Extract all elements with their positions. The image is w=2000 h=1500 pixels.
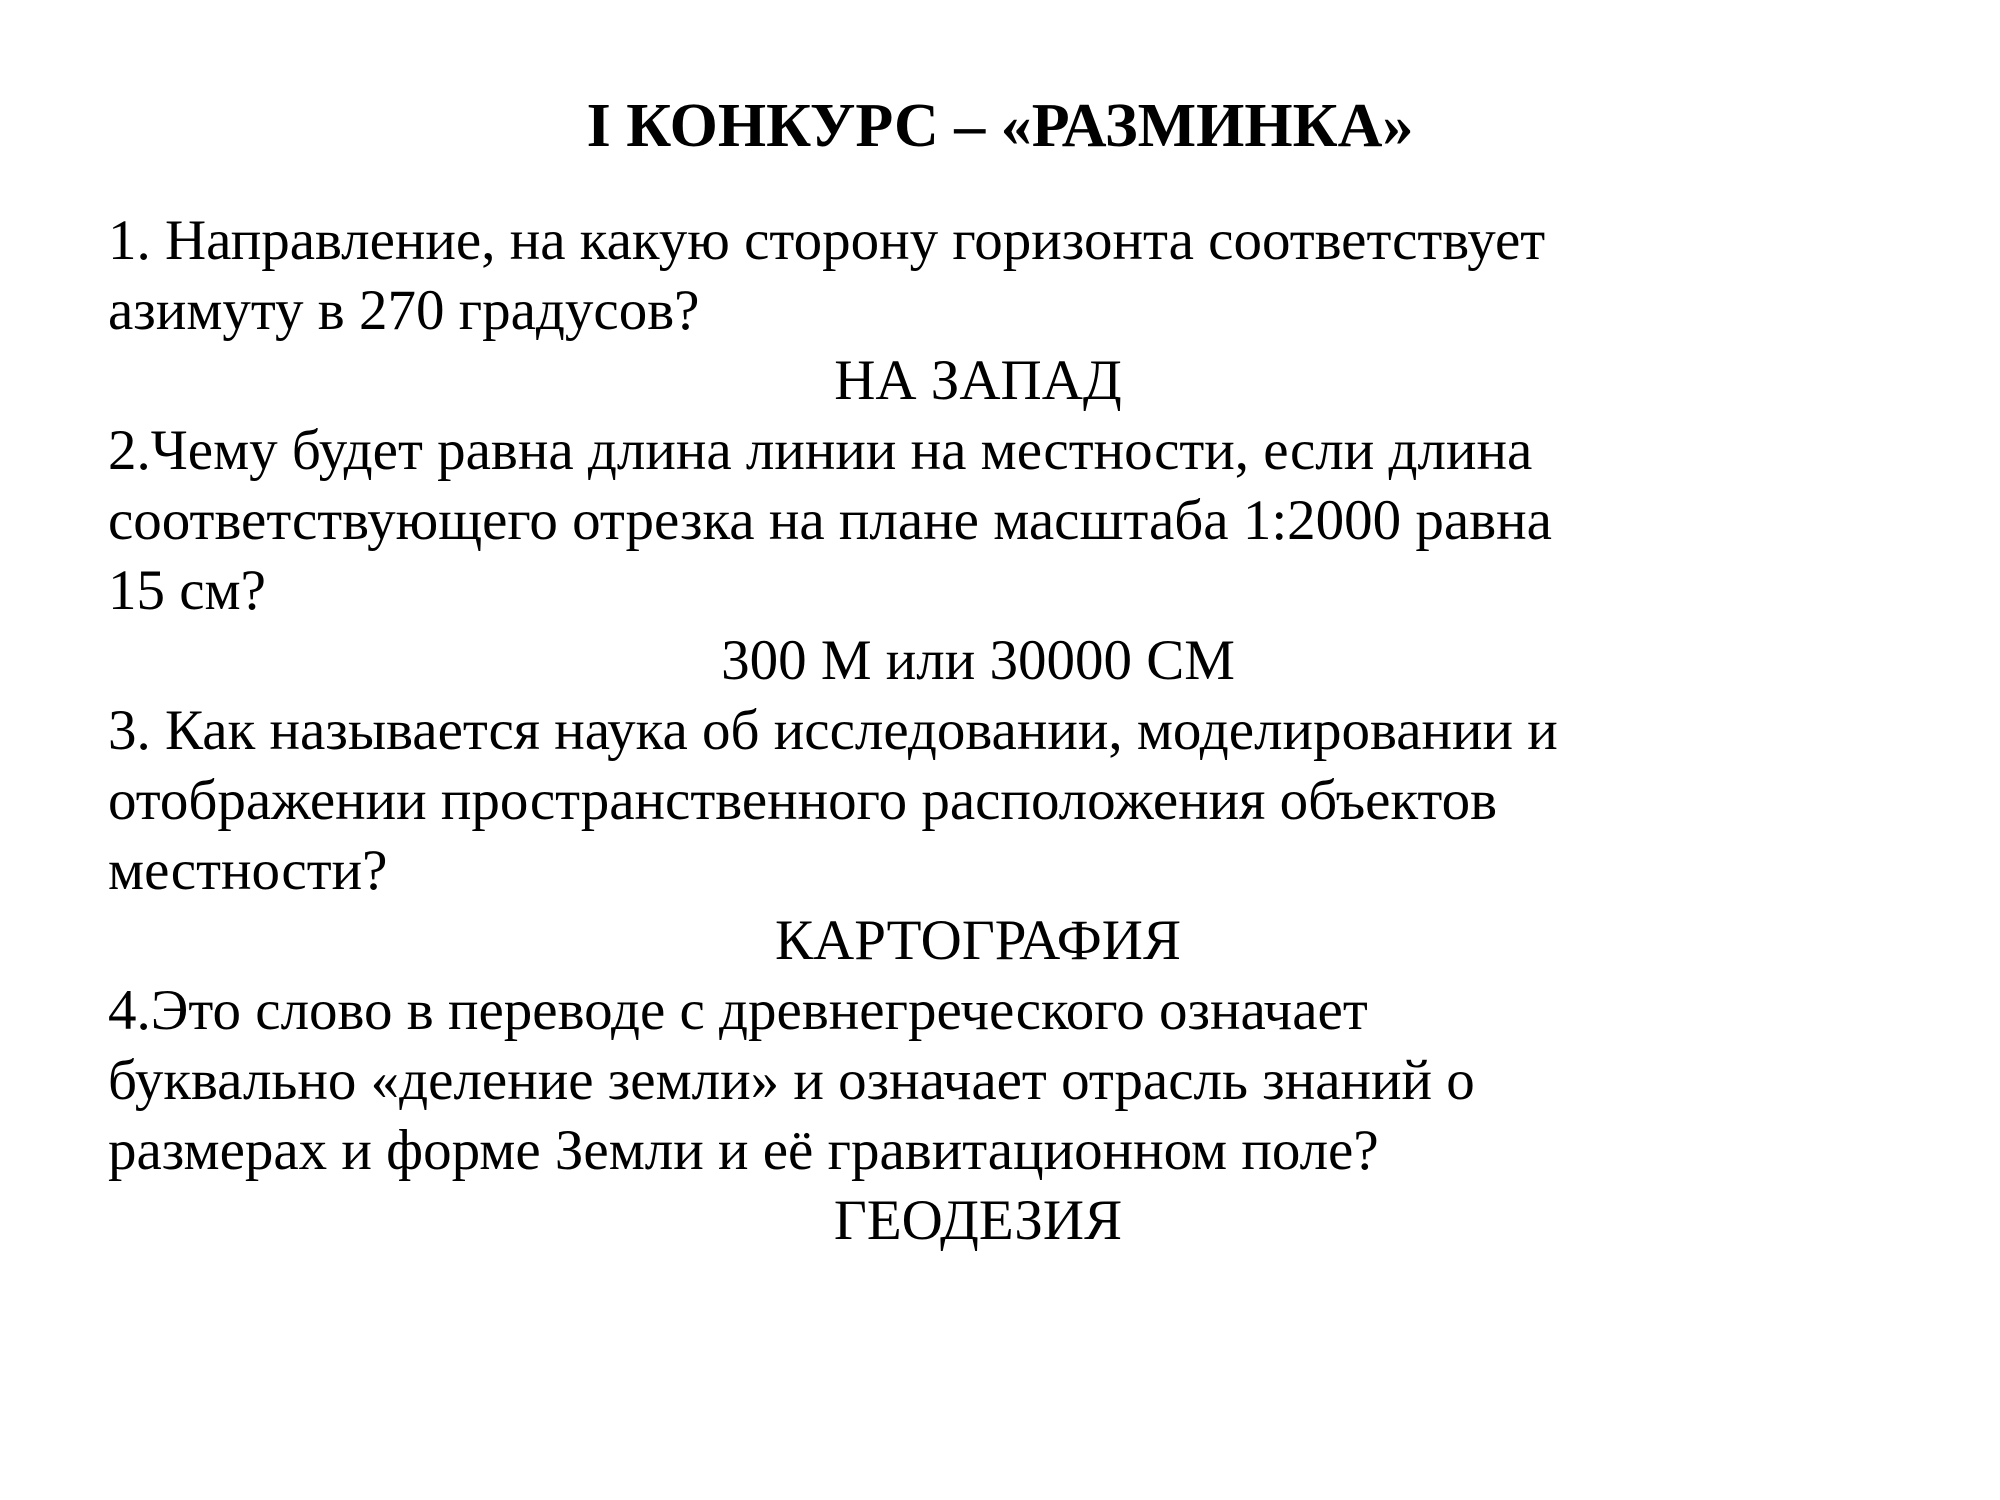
answer-4-text: ГЕОДЕЗИЯ: [833, 1189, 1123, 1253]
question-1-line: азимуту в 270 градусов?: [108, 279, 700, 343]
question-4-line: 4.Это слово в переводе с древнегреческого означает: [108, 979, 1368, 1043]
question-2-line: соответствующего отрезка на плане масштаба 1:2000 равна: [108, 489, 1552, 553]
question-4-line: буквально «деление земли» и означает отрасль знаний о: [108, 1049, 1475, 1113]
answer-3-text: КАРТОГРАФИЯ: [775, 909, 1181, 973]
question-2-line: 15 см?: [108, 559, 266, 623]
question-3-text: [108, 696, 1848, 906]
question-1-line: 1. Направление, на какую сторону горизонта соответствует: [108, 209, 1546, 273]
answer-2-text: 300 М или 30000 СМ: [721, 629, 1235, 693]
question-3-line: отображении пространственного расположения объектов: [108, 769, 1497, 833]
answer-1-text: НА ЗАПАД: [834, 349, 1122, 413]
question-3-line: 3. Как называется наука об исследовании, моделировании и: [108, 699, 1558, 763]
quiz-list: [108, 206, 1848, 1256]
question-2-text: [108, 416, 1848, 626]
question-1-text: [108, 206, 1848, 346]
slide-title: I КОНКУРС – «РАЗМИНКА»: [586, 92, 1414, 160]
question-3-line: местности?: [108, 839, 388, 903]
question-2-line: 2.Чему будет равна длина линии на местности, если длина: [108, 419, 1533, 483]
question-4-text: [108, 976, 1848, 1186]
question-4-line: размерах и форме Земли и её гравитационном поле?: [108, 1119, 1379, 1183]
